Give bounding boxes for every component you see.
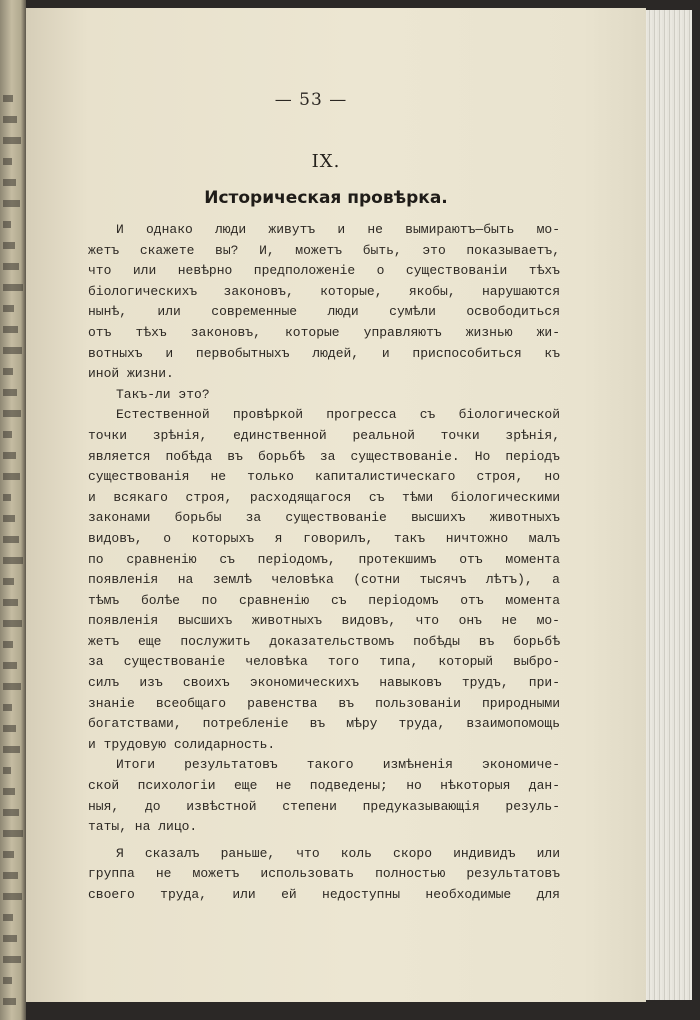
facing-page-edge bbox=[0, 0, 26, 1020]
text-line: и трудовую солидарность. bbox=[88, 736, 276, 752]
text-line: знаніе всеобщаго равенства въ пользованіи природными bbox=[88, 695, 560, 711]
facing-text-fragment bbox=[3, 746, 20, 753]
text-line: законами борьбы за существованіе высшихъ животныхъ bbox=[88, 510, 560, 526]
facing-text-fragment bbox=[3, 473, 20, 480]
text-line: и всякаго строя, расходящагося съ тѣми біологическими bbox=[88, 489, 560, 505]
facing-text-fragment bbox=[3, 368, 13, 375]
facing-text-fragment bbox=[3, 410, 21, 417]
text-line: нынѣ, или современные люди сумѣли освободиться bbox=[88, 304, 560, 320]
text-line: Итоги результатовъ такого измѣненія экономиче- bbox=[116, 757, 560, 773]
text-line: появленія на землѣ человѣка (сотни тысячъ лѣтъ), а bbox=[88, 572, 560, 588]
text-line: Я сказалъ раньше, что коль скоро индивидъ или bbox=[116, 845, 560, 861]
text-line: Такъ-ли это? bbox=[116, 386, 210, 402]
facing-text-fragment bbox=[3, 95, 13, 102]
facing-text-fragment bbox=[3, 830, 23, 837]
text-line: точки зрѣнія, единственной реальной точки зрѣнія, bbox=[88, 427, 560, 443]
facing-text-fragment bbox=[3, 851, 14, 858]
facing-text-fragment bbox=[3, 263, 19, 270]
facing-text-fragment bbox=[3, 242, 15, 249]
facing-text-fragment bbox=[3, 221, 11, 228]
text-line: И однако люди живутъ и не вымираютъ—быть мо- bbox=[116, 222, 560, 237]
facing-text-fragment bbox=[3, 872, 18, 879]
facing-text-fragment bbox=[3, 200, 20, 207]
facing-text-fragment bbox=[3, 116, 17, 123]
facing-text-fragment bbox=[3, 389, 17, 396]
text-line: существованія не только капиталистическаго строя, но bbox=[88, 469, 560, 485]
body-text bbox=[88, 220, 560, 906]
facing-text-fragment bbox=[3, 683, 21, 690]
facing-text-fragment bbox=[3, 494, 11, 501]
facing-text-fragment bbox=[3, 893, 22, 900]
facing-text-fragment bbox=[3, 599, 18, 606]
book-page bbox=[26, 8, 646, 1002]
text-line: жетъ скажете вы? И, можетъ быть, это показываетъ, bbox=[88, 242, 560, 258]
text-line: силъ изъ своихъ экономическихъ навыковъ трудъ, при- bbox=[88, 675, 560, 691]
text-line: ской психологіи еще не подведены; но нѣкоторыя дан- bbox=[88, 778, 560, 794]
facing-text-fragment bbox=[3, 452, 16, 459]
page-number: — 53 — bbox=[274, 90, 348, 110]
text-line: своего труда, или ей недоступны необходимые для bbox=[88, 887, 560, 902]
facing-text-fragment bbox=[3, 431, 12, 438]
facing-text-fragment bbox=[3, 179, 16, 186]
page-stack-edges bbox=[642, 10, 692, 1000]
chapter-number: IX. bbox=[311, 151, 341, 172]
facing-text-fragment bbox=[3, 788, 15, 795]
facing-text-fragment bbox=[3, 305, 14, 312]
text-line: видовъ, о которыхъ я говорилъ, такъ ничтожно малъ bbox=[88, 530, 560, 546]
facing-text-fragment bbox=[3, 704, 12, 711]
text-line: появленія высшихъ животныхъ видовъ, что онъ не мо- bbox=[88, 613, 560, 629]
facing-text-fragment bbox=[3, 914, 13, 921]
facing-text-fragment bbox=[3, 326, 18, 333]
facing-text-fragment bbox=[3, 284, 23, 291]
facing-text-fragment bbox=[3, 137, 21, 144]
facing-text-fragment bbox=[3, 767, 11, 774]
text-line: ныя, до извѣстной степени предуказывающія резуль- bbox=[88, 798, 560, 814]
facing-text-fragment bbox=[3, 809, 19, 816]
text-line: за существованіе человѣка того типа, который выбро- bbox=[88, 654, 560, 670]
text-line: біологическихъ законовъ, которые, якобы, нарушаются bbox=[88, 283, 560, 299]
text-line: тѣмъ болѣе по сравненію съ періодомъ отъ момента bbox=[88, 592, 560, 608]
text-line: является побѣда въ борьбѣ за существованіе. Но періодъ bbox=[88, 448, 560, 464]
facing-text-fragment bbox=[3, 620, 22, 627]
text-line: отъ тѣхъ законовъ, которые управляютъ жизнью жи- bbox=[88, 324, 560, 340]
text-line: что или невѣрно предположеніе о существованіи тѣхъ bbox=[88, 263, 560, 279]
facing-text-fragment bbox=[3, 158, 12, 165]
facing-text-fragment bbox=[3, 578, 14, 585]
text-line: жетъ еще послужить доказательствомъ побѣды въ борьбѣ bbox=[88, 633, 560, 649]
chapter-title: Историческая провѣрка. bbox=[204, 188, 448, 208]
facing-text-fragment bbox=[3, 641, 13, 648]
text-line: группа не можетъ использовать полностью результатовъ bbox=[88, 866, 560, 882]
facing-text-fragment bbox=[3, 347, 22, 354]
text-line: по сравненію съ періодомъ, протекшимъ отъ момента bbox=[88, 551, 560, 567]
facing-text-fragment bbox=[3, 977, 12, 984]
facing-text-fragment bbox=[3, 725, 16, 732]
text-line: вотныхъ и первобытныхъ людей, и приспособиться къ bbox=[88, 345, 560, 361]
text-line: богатствами, потребленіе въ мѣру труда, взаимопомощь bbox=[88, 716, 560, 732]
text-line: таты, на лицо. bbox=[88, 819, 198, 835]
facing-text-fragment bbox=[3, 536, 19, 543]
facing-text-fragment bbox=[3, 557, 23, 564]
facing-text-fragment bbox=[3, 515, 15, 522]
facing-text-fragment bbox=[3, 662, 17, 669]
facing-text-fragment bbox=[3, 935, 17, 942]
facing-text-fragment bbox=[3, 998, 16, 1005]
text-line: Естественной провѣркой прогресса съ біологической bbox=[116, 407, 560, 423]
text-line: иной жизни. bbox=[88, 366, 174, 382]
facing-text-fragment bbox=[3, 956, 21, 963]
